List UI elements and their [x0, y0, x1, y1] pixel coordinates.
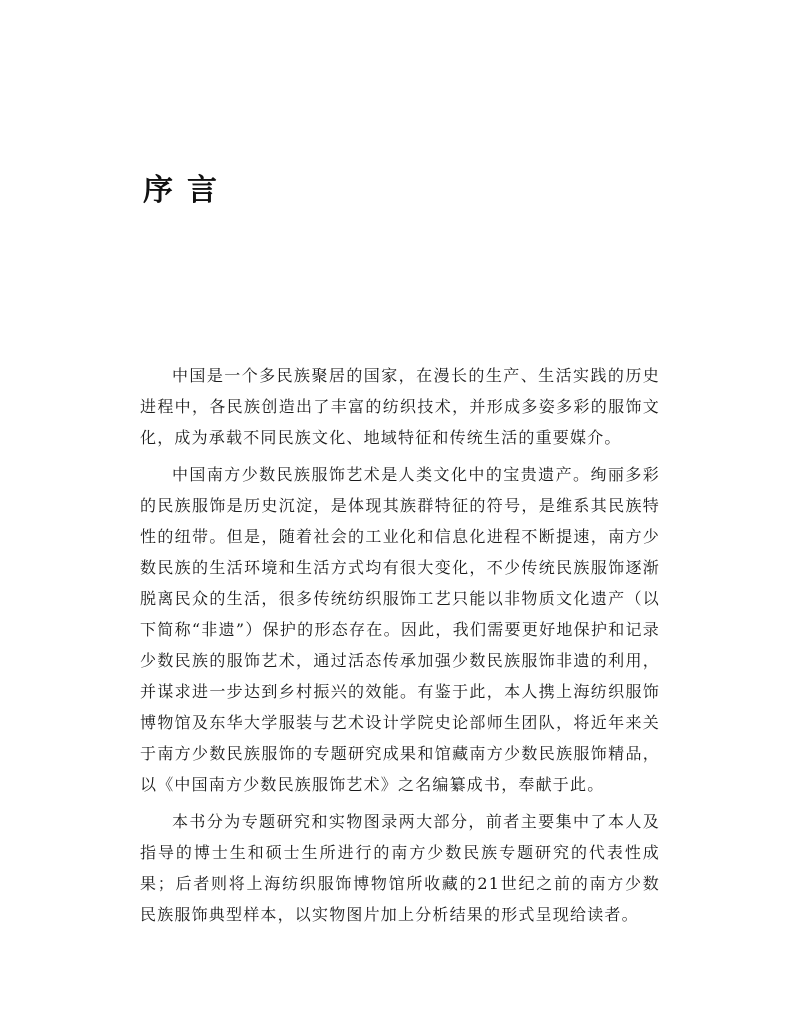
paragraph-3: 本书分为专题研究和实物图录两大部分，前者主要集中了本人及指导的博士生和硕士生所进行的南方少数民族专题研究的代表性成果；后者则将上海纺织服饰博物馆所收藏的21世纪之前的南方少数民族服饰典型样本，以实物图片加上分析结果的形式呈现给读者。: [140, 812, 660, 924]
preface-body: [140, 360, 660, 936]
page-title: 序言: [143, 173, 231, 208]
paragraph-2: 中国南方少数民族服饰艺术是人类文化中的宝贵遗产。绚丽多彩的民族服饰是历史沉淀，是体现其族群特征的符号，是维系其民族特性的纽带。但是，随着社会的工业化和信息化进程不断提速，南方少数民族的生活环境和生活方式均有很大变化，不少传统民族服饰逐渐脱离民众的生活，很多传统纺织服饰工艺只能以非物质文化遗产（以下简称“非遗”）保护的形态存在。因此，我们需要更好地保护和记录少数民族的服饰艺术，通过活态传承加强少数民族服饰非遗的利用，并谋求进一步达到乡村振兴的效能。有鉴于此，本人携上海纺织服饰博物馆及东华大学服装与艺术设计学院史论部师生团队，将近年来关于南方少数民族服饰的专题研究成果和馆藏南方少数民族服饰精品，以《中国南方少数民族服饰艺术》之名编纂成书，奉献于此。: [140, 465, 660, 794]
paragraph-1: 中国是一个多民族聚居的国家，在漫长的生产、生活实践的历史进程中，各民族创造出了丰富的纺织技术，并形成多姿多彩的服饰文化，成为承载不同民族文化、地域特征和传统生活的重要媒介。: [140, 366, 660, 447]
